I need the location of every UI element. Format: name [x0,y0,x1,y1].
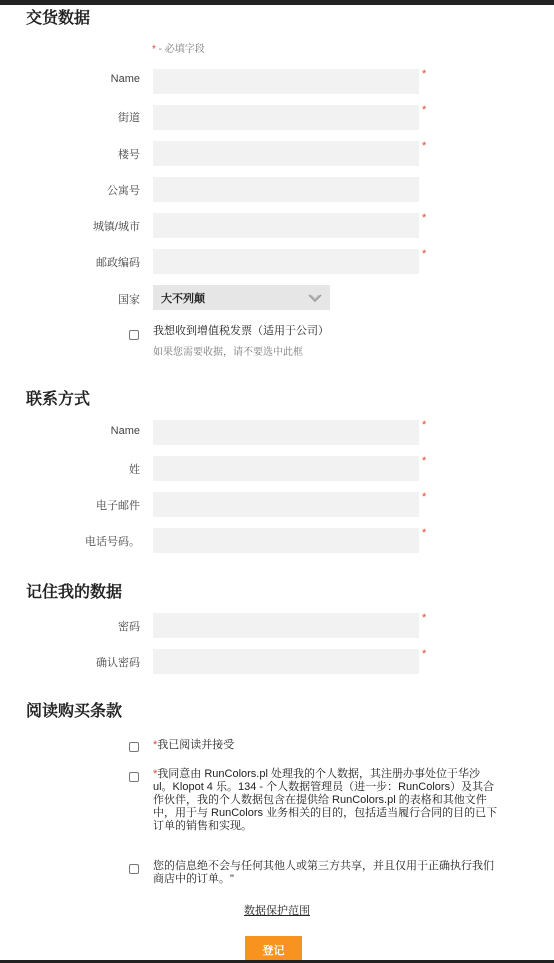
required-marker: * [422,527,427,539]
data-sharing-checkbox[interactable] [129,864,139,874]
data-consent-text [153,768,498,833]
city-input[interactable] [153,213,419,238]
contact-name-label: Name [110,425,140,437]
postcode-label: 邮政编码 [96,257,140,269]
delivery-name-input[interactable] [153,69,419,94]
invoice-checkbox-label: 我想收到增值税发票（适用于公司） [153,325,329,337]
postcode-input[interactable] [153,249,419,274]
street-label: 街道 [118,112,140,124]
accept-terms-text: 我已阅读并接受 [157,739,235,751]
privacy-policy-link[interactable]: 数据保护范围 [244,905,310,917]
contact-name-input[interactable] [153,420,419,445]
phone-label: 电话号码。 [85,536,140,548]
password-input[interactable] [153,613,419,638]
required-star: * [153,768,158,780]
name-label: Name [110,73,140,85]
data-consent-body: 我同意由 RunColors.pl 处理我的个人数据，其注册办事处位于华沙 ul。Klopot 4 乐。134 - 个人数据管理员（进一步：RunColors）及其合作伙伴，我的个人数据包含在提供给 RunColors.pl 的表格和其他文件中，用于与 RunColors 业务相关的目的，包括适当履行合同的目的已下订单的销售和实现。 [153,768,498,832]
required-marker: * [422,140,427,152]
country-selected-value: 大不列颠 [161,292,205,305]
required-star: * [153,739,158,751]
invoice-checkbox[interactable] [129,330,139,340]
register-button[interactable]: 登记 [245,936,302,963]
required-marker: * [422,612,427,624]
accept-terms-checkbox[interactable] [129,742,139,752]
remember-section-title: 记住我的数据 [26,584,123,601]
required-marker: * [422,491,427,503]
required-note-text: - 必填字段 [155,44,205,55]
surname-input[interactable] [153,456,419,481]
terms-section-title: 阅读购买条款 [26,703,123,720]
street-input[interactable] [153,105,419,130]
data-sharing-text: 您的信息绝不会与任何其他人或第三方共享，并且仅用于正确执行我们商店中的订单。" [153,860,494,885]
phone-input[interactable] [153,528,419,553]
required-marker: * [422,419,427,431]
email-label: 电子邮件 [96,500,140,512]
surname-label: 姓 [129,464,140,476]
country-select[interactable] [153,285,330,310]
accept-terms-label [153,738,234,752]
password-label: 密码 [118,621,140,633]
required-marker: * [422,68,427,80]
required-marker: * [422,104,427,116]
data-consent-checkbox[interactable] [129,772,139,782]
building-number-input[interactable] [153,141,419,166]
required-marker: * [422,248,427,260]
required-marker: * [422,455,427,467]
confirm-password-input[interactable] [153,649,419,674]
required-star: * [152,44,156,55]
chevron-down-icon [308,294,322,302]
country-label: 国家 [118,294,140,306]
city-label: 城镇/城市 [92,221,140,233]
building-label: 楼号 [118,149,140,161]
required-marker: * [422,648,427,660]
email-input[interactable] [153,492,419,517]
required-marker: * [422,212,427,224]
apartment-number-input[interactable] [153,177,419,202]
confirm-password-label: 确认密码 [96,657,140,669]
delivery-section-title: 交货数据 [26,10,91,27]
invoice-checkbox-hint: 如果您需要收据，请不要选中此框 [153,347,303,358]
apartment-label: 公寓号 [107,185,140,197]
required-fields-note [152,40,205,55]
contact-section-title: 联系方式 [26,391,91,408]
